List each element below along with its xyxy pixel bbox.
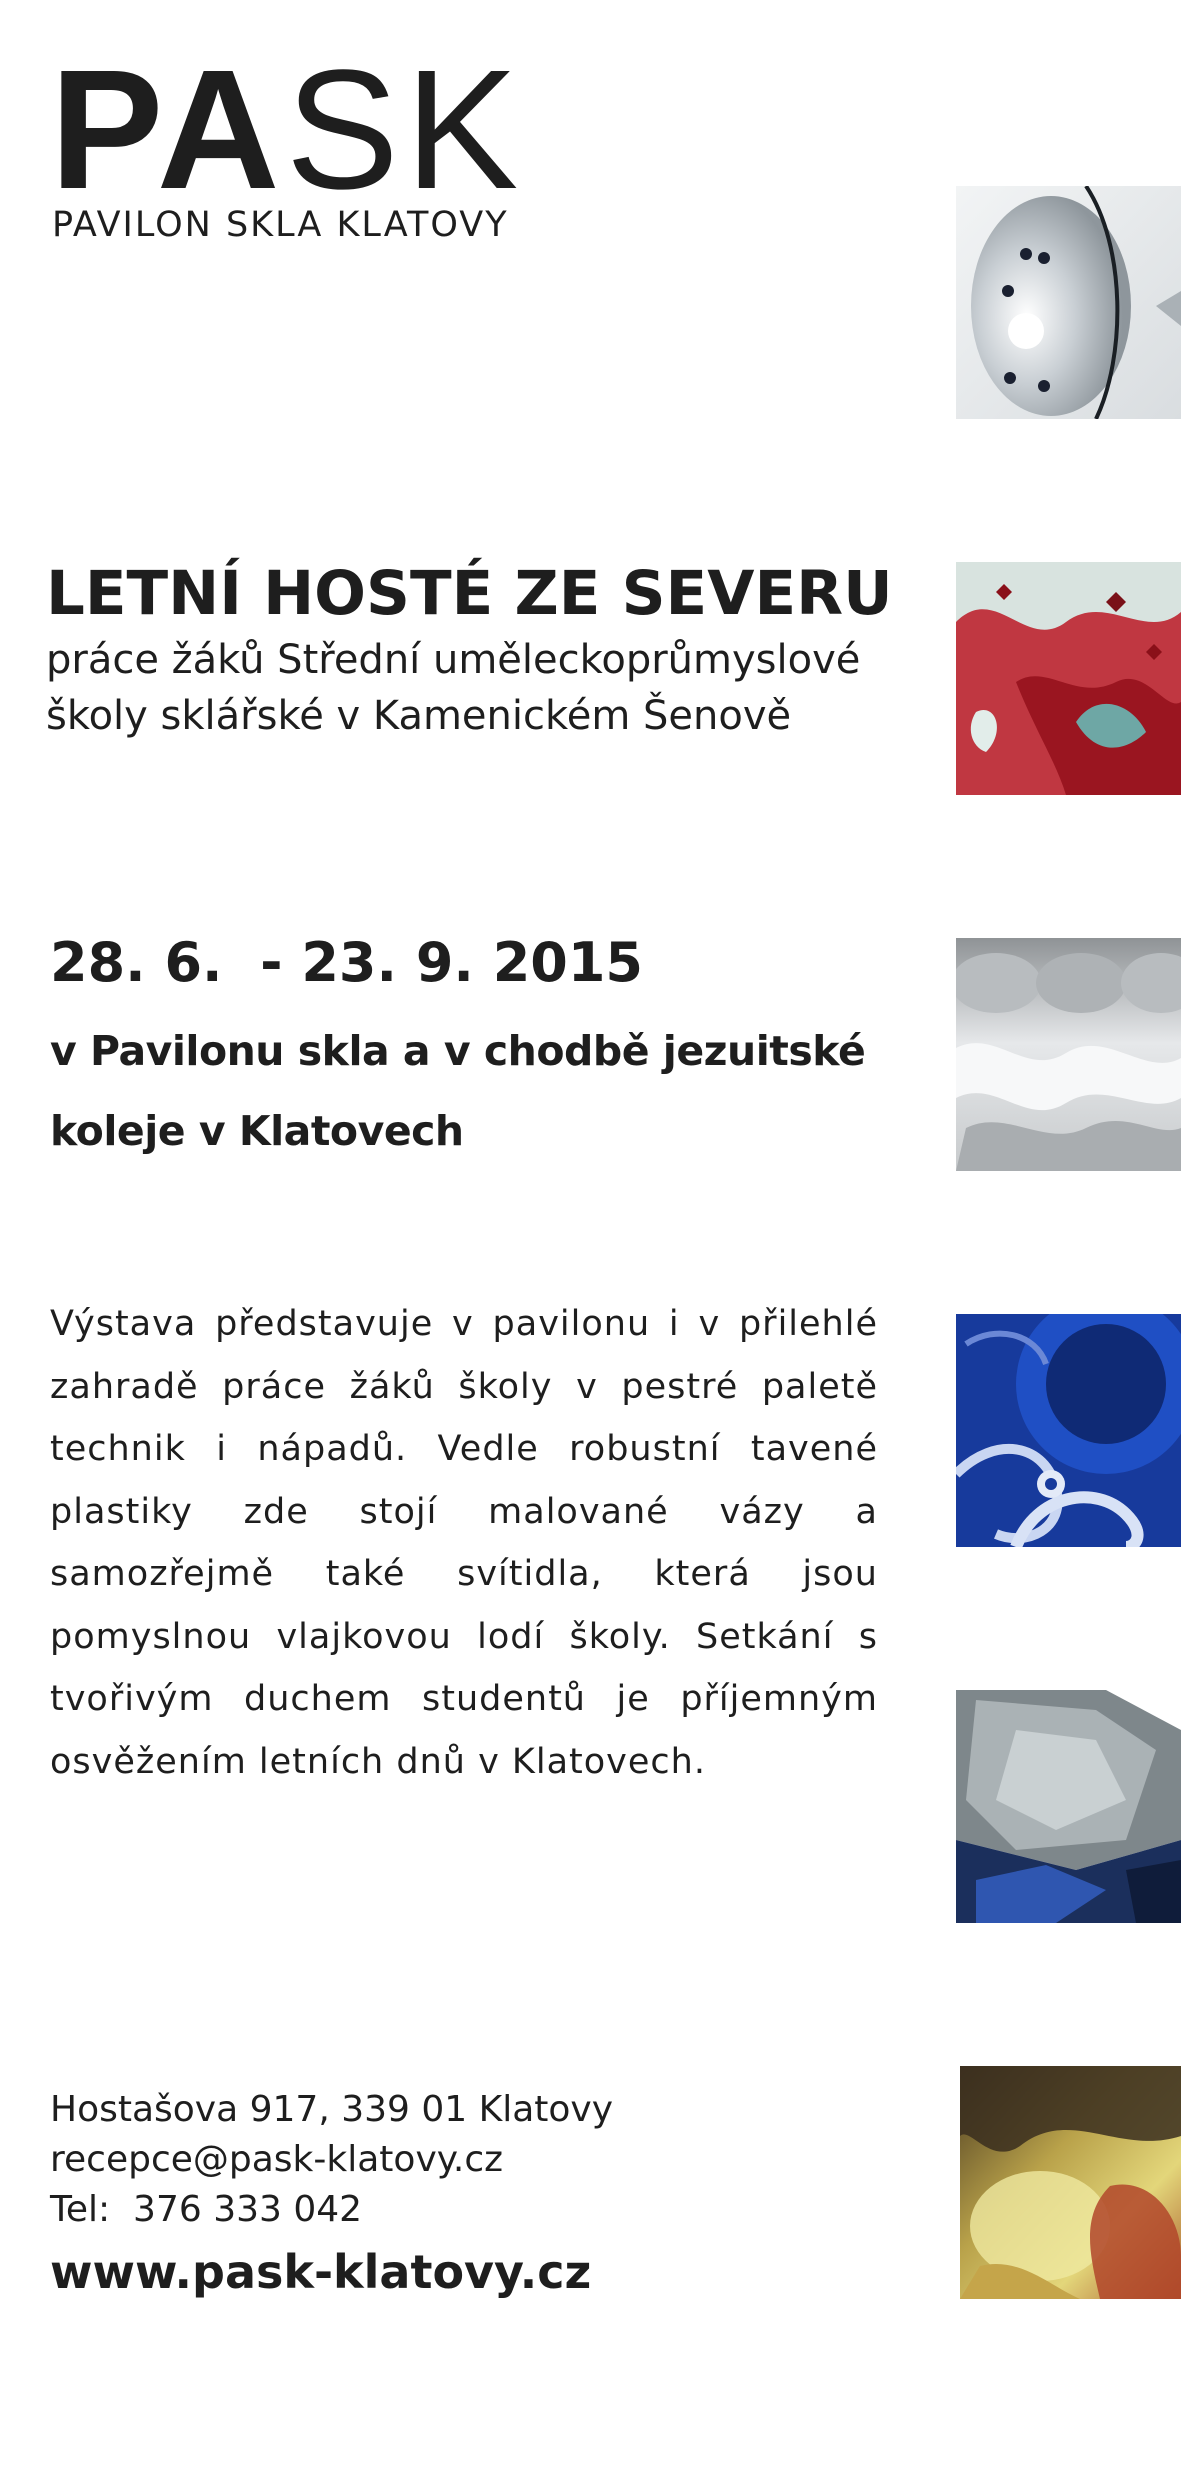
clear-glass-relief-image xyxy=(956,938,1181,1171)
exhibition-subtitle: práce žáků Střední uměleckoprůmyslové školy sklářské v Kamenickém Šenově xyxy=(46,637,861,739)
logo-word-light: SK xyxy=(285,35,525,225)
exhibition-dates: 28. 6. - 23. 9. 2015 xyxy=(50,931,643,994)
glass-crystal-sculpture-image xyxy=(956,1690,1181,1923)
contact-website[interactable]: www.pask-klatovy.cz xyxy=(50,2245,592,2299)
logo-subtitle: PAVILON SKLA KLATOVY xyxy=(52,205,509,245)
exhibition-description: Výstava představuje v pavilonu i v přilehlé zahradě práce žáků školy v pestré paletě technik i nápadů. Vedle robustní tavené plastiky zde stojí malované vázy a samozřejmě také svítidla, která jsou pomyslnou vlajkovou lodí školy. Setkání s tvořivým duchem studentů je příjemným osvěžením letních dnů v Klatovech. xyxy=(50,1304,878,1782)
exhibition-title: LETNÍ HOSTÉ ZE SEVERU xyxy=(46,558,893,629)
exhibition-venue: v Pavilonu skla a v chodbě jezuitské koleje v Klatovech xyxy=(50,1027,866,1155)
contact-block xyxy=(50,2085,613,2307)
contact-address: Hostašova 917, 339 01 Klatovy xyxy=(50,2089,614,2130)
painted-glass-detail-image xyxy=(960,2066,1181,2299)
blue-octopus-glass-image xyxy=(956,1314,1181,1547)
pask-logo xyxy=(50,35,610,255)
logo-word-bold: PA xyxy=(50,35,286,225)
contact-phone: Tel: 376 333 042 xyxy=(50,2189,363,2230)
contact-email[interactable]: recepce@pask-klatovy.cz xyxy=(50,2139,504,2180)
glass-lamp-image xyxy=(956,186,1181,419)
red-glass-vase-image xyxy=(956,562,1181,795)
